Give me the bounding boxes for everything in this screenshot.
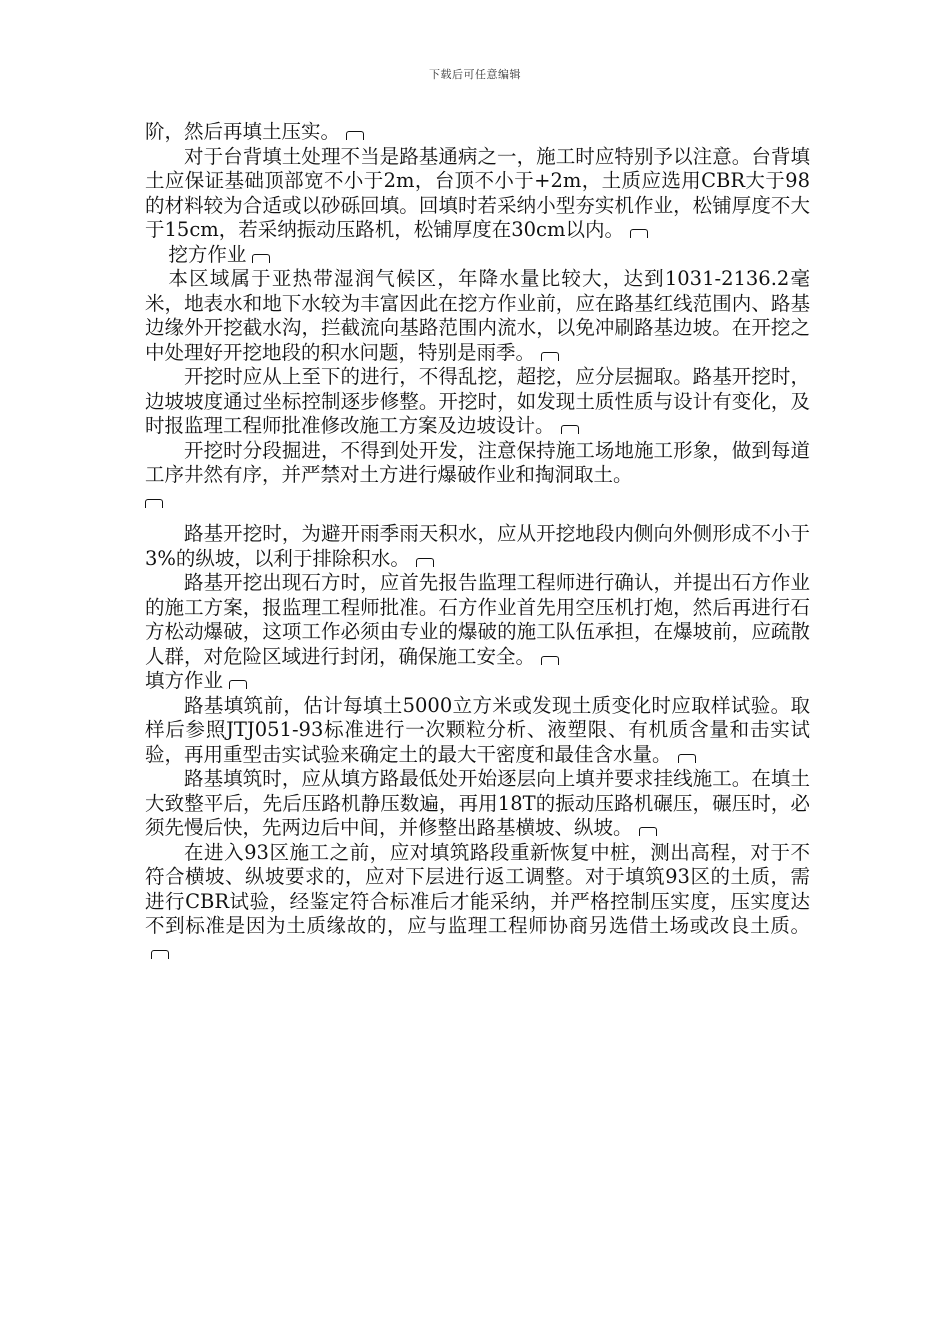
paragraph-mark-icon (346, 131, 364, 140)
paragraph-6: 路基开挖时，为避开雨季雨天积水，应从开挖地段内侧向外侧形成不小于3%的纵坡，以利于排除积水。 (145, 522, 810, 570)
paragraph-9: 路基填筑时，应从填方路最低处开始逐层向上填并要求挂线施工。在填土大致整平后，先后压路机静压数遍，再用18T的振动压路机碾压，碾压时，必须先慢后快，先两边后中间，并修整出路基横坡、纵坡。 (145, 767, 810, 839)
document-body (145, 120, 810, 963)
paragraph-mark-icon (252, 254, 270, 263)
paragraph-mark-icon (630, 229, 648, 238)
paragraph-5: 开挖时分段掘进，不得到处开发，注意保持施工场地施工形象，做到每道工序井然有序，并严禁对土方进行爆破作业和掏洞取土。 (145, 438, 810, 486)
paragraph-mark-icon (151, 950, 169, 959)
page-header: 下载后可任意编辑 (429, 68, 521, 81)
paragraph-mark-icon (639, 827, 657, 836)
paragraph-mark-icon (561, 425, 579, 434)
spacer (145, 512, 810, 522)
paragraph-mark-icon (416, 558, 434, 567)
paragraph-2: 对于台背填土处理不当是路基通病之一，施工时应特别予以注意。台背填土应保证基础顶部宽不小于2m，台顶不小于+2m，土质应选用CBR大于98的材料较为合适或以砂砾回填。回填时若采纳小型夯实机作业，松铺厚度不大于15cm，若采纳振动压路机，松铺厚度在30cm以内。 (145, 144, 810, 241)
paragraph-8: 路基填筑前，估计每填土5000立方米或发现土质变化时应取样试验。取样后参照JTJ051-93标准进行一次颗粒分析、液塑限、有机质含量和击实试验，再用重型击实试验来确定土的最大干密度和最佳含水量。 (145, 693, 810, 766)
paragraph-5-mark (145, 488, 810, 513)
paragraph-3: 本区域属于亚热带湿润气候区，年降水量比较大，达到1031-2136.2毫米，地表水和地下水较为丰富因此在挖方作业前，应在路基红线范围内、路基边缘外开挖截水沟，拦截流向基路范围内流水，以免冲刷路基边坡。在开挖之中处理好开挖地段的积水问题，特别是雨季。 (145, 267, 810, 364)
paragraph-mark-icon (541, 352, 559, 361)
paragraph-10: 在进入93区施工之前，应对填筑路段重新恢复中桩，测出高程，对于不符合横坡、纵坡要求的，应对下层进行返工调整。对于填筑93区的土质，需进行CBR试验，经鉴定符合标准后才能采纳，并严格控制压实度，压实度达不到标准是因为土质缘故的，应与监理工程师协商另选借土场或改良土质。 (145, 841, 810, 964)
paragraph-mark-icon (229, 680, 247, 689)
paragraph-mark-icon (678, 754, 696, 763)
paragraph-7: 路基开挖出现石方时，应首先报告监理工程师进行确认，并提出石方作业的施工方案，报监理工程师批准。石方作业首先用空压机打炮，然后再进行石方松动爆破，这项工作必须由专业的爆破的施工队伍承担，在爆坡前，应疏散人群，对危险区域进行封闭，确保施工安全。 (145, 571, 810, 668)
paragraph-4: 开挖时应从上至下的进行，不得乱挖，超挖，应分层掘取。路基开挖时，边坡坡度通过坐标控制逐步修整。开挖时，如发现土质性质与设计有变化，及时报监理工程师批准修改施工方案及边坡设计。 (145, 365, 810, 437)
paragraph-mark-icon (541, 656, 559, 665)
heading-excavation: 挖方作业 (145, 243, 810, 268)
heading-fill: 填方作业 (145, 669, 810, 694)
paragraph-mark-icon (145, 499, 163, 508)
paragraph-1: 阶，然后再填土压实。 (145, 120, 810, 145)
